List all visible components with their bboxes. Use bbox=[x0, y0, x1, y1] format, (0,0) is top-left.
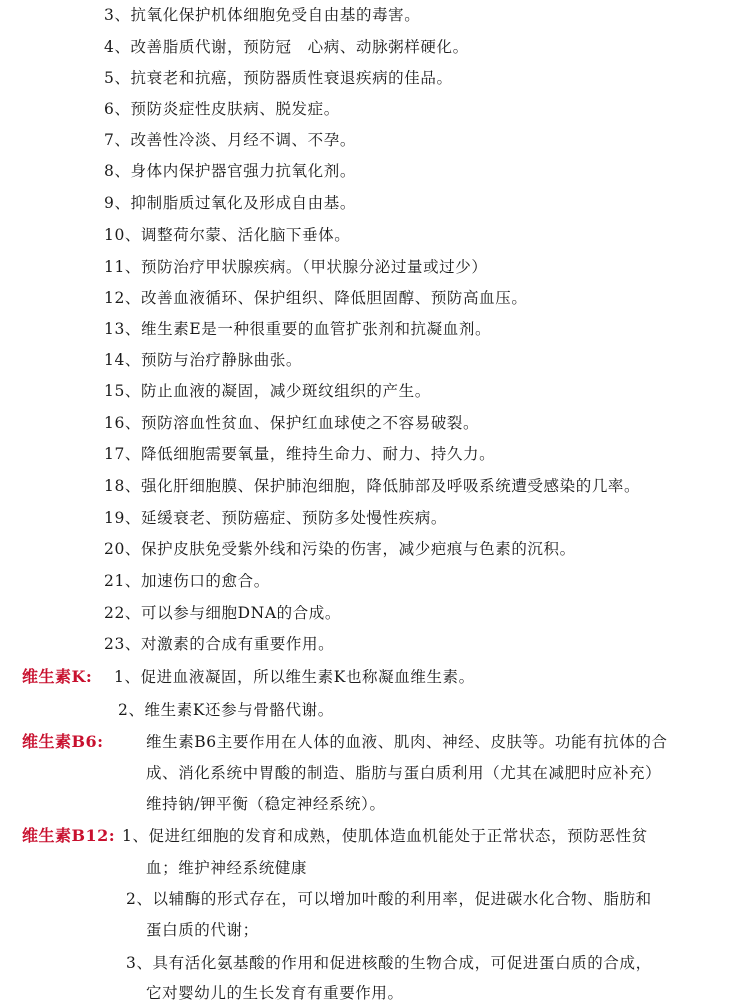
list-item: 9、抑制脂质过氧化及形成自由基。 bbox=[104, 194, 356, 212]
list-item: 10、调整荷尔蒙、活化脑下垂体。 bbox=[104, 226, 351, 244]
list-item: 5、抗衰老和抗癌，预防器质性衰退疾病的佳品。 bbox=[104, 69, 453, 87]
vitamin-b12-label: 维生素B12: bbox=[22, 826, 116, 845]
list-item: 7、改善性冷淡、月经不调、不孕。 bbox=[104, 131, 356, 149]
vitamin-k-line: 2、维生素K还参与骨骼代谢。 bbox=[118, 701, 334, 719]
vitamin-b6-line: 维生素B6主要作用在人体的血液、肌肉、神经、皮肤等。功能有抗体的合 bbox=[146, 733, 668, 751]
vitamin-b6-line: 维持钠/钾平衡（稳定神经系统）。 bbox=[146, 795, 386, 813]
vitamin-b12-line: 蛋白质的代谢； bbox=[146, 921, 259, 939]
vitamin-k-line: 1、促进血液凝固，所以维生素K也称凝血维生素。 bbox=[114, 668, 475, 686]
list-item: 20、保护皮肤免受紫外线和污染的伤害，减少疤痕与色素的沉积。 bbox=[104, 540, 576, 558]
list-item: 11、预防治疗甲状腺疾病。（甲状腺分泌过量或过少） bbox=[104, 258, 488, 276]
list-item: 19、延缓衰老、预防癌症、预防多处慢性疾病。 bbox=[104, 509, 447, 527]
vitamin-b12-line: 1、促进红细胞的发育和成熟，使肌体造血机能处于正常状态，预防恶性贫 bbox=[122, 827, 648, 845]
list-item: 17、降低细胞需要氧量，维持生命力、耐力、持久力。 bbox=[104, 445, 496, 463]
list-item: 15、防止血液的凝固，减少斑纹组织的产生。 bbox=[104, 382, 431, 400]
list-item: 4、改善脂质代谢，预防冠 心病、动脉粥样硬化。 bbox=[104, 38, 469, 56]
list-item: 22、可以参与细胞DNA的合成。 bbox=[104, 604, 342, 622]
list-item: 18、强化肝细胞膜、保护肺泡细胞，降低肺部及呼吸系统遭受感染的几率。 bbox=[104, 477, 641, 495]
vitamin-k-label: 维生素K: bbox=[22, 667, 93, 686]
list-item: 16、预防溶血性贫血、保护红血球使之不容易破裂。 bbox=[104, 414, 480, 432]
list-item: 8、身体内保护器官强力抗氧化剂。 bbox=[104, 162, 356, 180]
vitamin-b6-label: 维生素B6: bbox=[22, 732, 104, 751]
vitamin-b12-line: 2、以辅酶的形式存在，可以增加叶酸的利用率，促进碳水化合物、脂肪和 bbox=[126, 890, 652, 908]
vitamin-b12-line: 它对婴幼儿的生长发育有重要作用。 bbox=[146, 984, 404, 1002]
list-item: 21、加速伤口的愈合。 bbox=[104, 572, 270, 590]
vitamin-b6-line: 成、消化系统中胃酸的制造、脂肪与蛋白质利用（尤其在减肥时应补充） bbox=[146, 764, 662, 782]
list-item: 3、抗氧化保护机体细胞免受自由基的毒害。 bbox=[104, 6, 421, 24]
vitamin-b12-line: 血；维护神经系统健康 bbox=[146, 859, 308, 877]
list-item: 12、改善血液循环、保护组织、降低胆固醇、预防高血压。 bbox=[104, 289, 528, 307]
vitamin-b12-line: 3、具有活化氨基酸的作用和促进核酸的生物合成，可促进蛋白质的合成， bbox=[126, 954, 652, 972]
list-item: 14、预防与治疗静脉曲张。 bbox=[104, 351, 303, 369]
list-item: 6、预防炎症性皮肤病、脱发症。 bbox=[104, 100, 340, 118]
list-item: 23、对激素的合成有重要作用。 bbox=[104, 635, 335, 653]
list-item: 13、维生素E是一种很重要的血管扩张剂和抗凝血剂。 bbox=[104, 320, 492, 338]
